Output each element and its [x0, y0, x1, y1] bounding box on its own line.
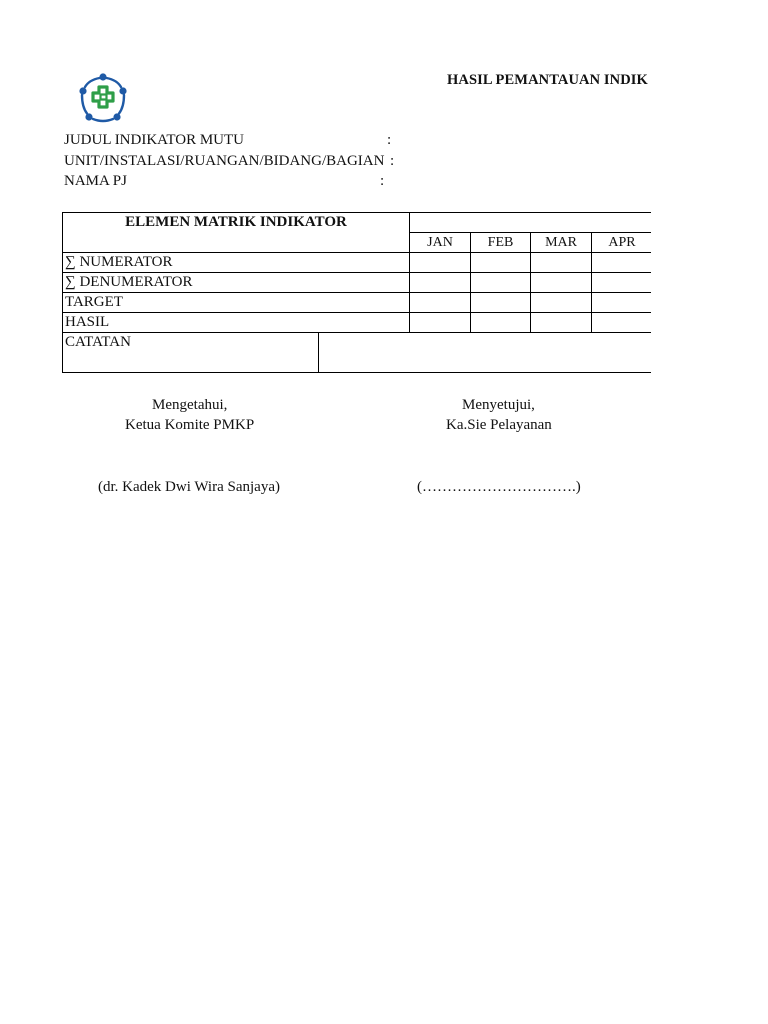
table-row-hasil: [63, 313, 652, 333]
cell: [531, 273, 592, 293]
cell: [471, 273, 531, 293]
cell: [410, 273, 471, 293]
month-mar: MAR: [531, 233, 592, 253]
cell: [471, 253, 531, 273]
signature-right-name: (………………………….): [417, 479, 581, 495]
field-unit-colon: :: [390, 153, 395, 169]
cell: [471, 313, 531, 333]
cell: [471, 293, 531, 313]
notes-label: CATATAN: [63, 333, 319, 373]
signature-left-line1: Mengetahui,: [152, 397, 228, 413]
month-jan: JAN: [410, 233, 471, 253]
cell: [531, 293, 592, 313]
row-label: TARGET: [63, 293, 410, 313]
cell: [592, 313, 651, 333]
signature-right-line1: Menyetujui,: [462, 397, 535, 413]
cell: [531, 313, 592, 333]
field-nama-pj-label: NAMA PJ: [64, 173, 127, 189]
notes-value-cell: [319, 333, 652, 373]
row-label: HASIL: [63, 313, 410, 333]
table-row-catatan: [63, 333, 652, 373]
field-judul-indikator-label: JUDUL INDIKATOR MUTU: [64, 132, 244, 148]
table-row-target: [63, 293, 652, 313]
row-label: ∑ NUMERATOR: [63, 253, 410, 273]
cell: [592, 293, 651, 313]
cell: [410, 253, 471, 273]
hospital-cross-logo-icon: [78, 73, 128, 125]
period-header-cell: [410, 213, 651, 233]
signature-left-name: (dr. Kadek Dwi Wira Sanjaya): [98, 479, 280, 495]
field-judul-indikator-colon: :: [387, 132, 392, 148]
cell: [592, 253, 651, 273]
cell: [410, 293, 471, 313]
signature-right-line2: Ka.Sie Pelayanan: [446, 417, 552, 433]
table-row-numerator: [63, 253, 652, 273]
field-unit-label: UNIT/INSTALASI/RUANGAN/BIDANG/BAGIAN: [64, 153, 385, 169]
cell: [531, 253, 592, 273]
signature-left-line2: Ketua Komite PMKP: [125, 417, 255, 433]
matrix-header-cell: ELEMEN MATRIK INDIKATOR: [63, 213, 410, 253]
table-row-denumerator: [63, 273, 652, 293]
cell: [410, 313, 471, 333]
document-title: HASIL PEMANTAUAN INDIK: [447, 72, 648, 88]
indicator-matrix-table: [62, 212, 651, 373]
cell: [592, 273, 651, 293]
table-header-row: [63, 213, 652, 233]
field-nama-pj-colon: :: [380, 173, 385, 189]
month-feb: FEB: [471, 233, 531, 253]
month-apr: APR: [592, 233, 651, 253]
row-label: ∑ DENUMERATOR: [63, 273, 410, 293]
